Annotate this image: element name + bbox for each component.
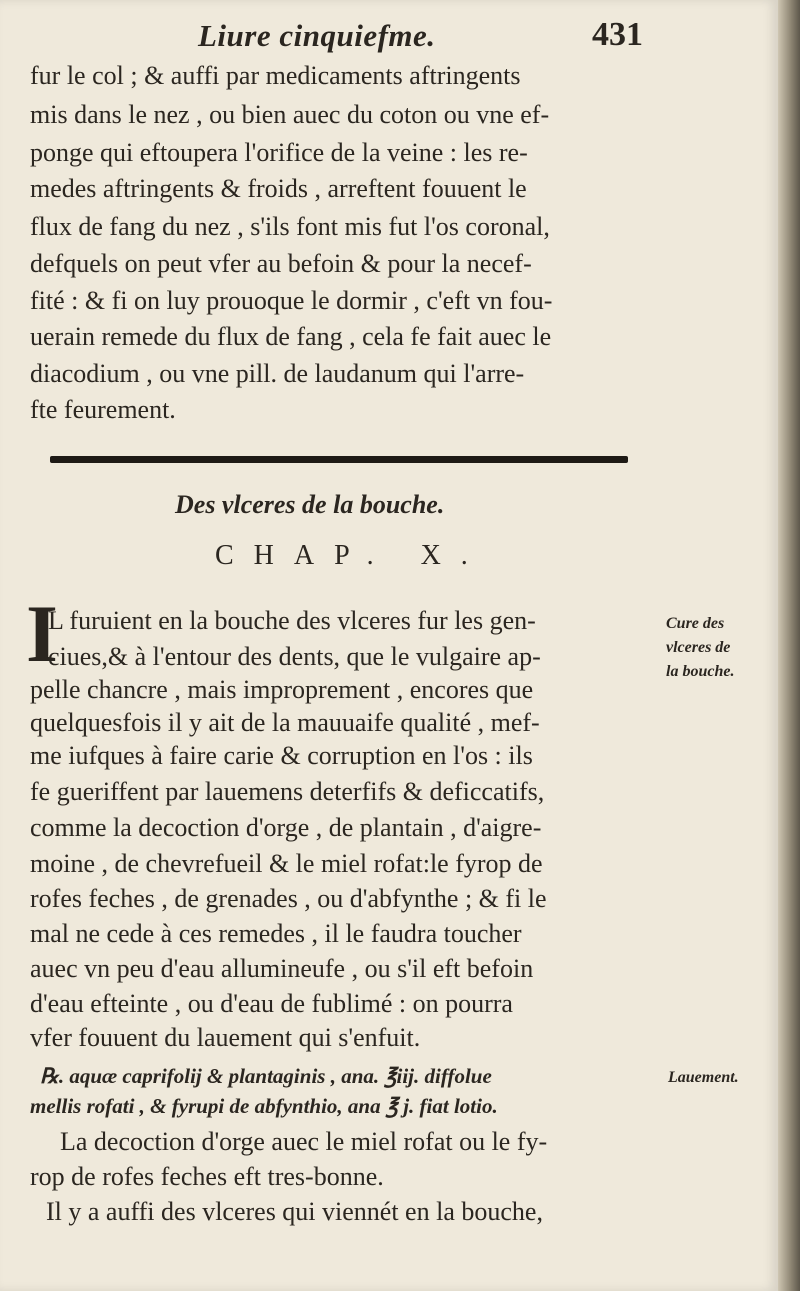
text-line: La decoction d'orge auec le miel rofat ou le fy- [60,1127,548,1156]
text-line: moine , de chevrefueil & le miel rofat:le fyrop de [30,849,543,878]
text-line: vfer fouuent du lauement qui s'enfuit. [30,1023,421,1052]
text-line: comme la decoction d'orge , de plantain , d'aigre- [30,813,542,842]
text-line: defquels on peut vfer au befoin & pour la necef- [30,249,532,278]
recipe-line: ℞. aquæ caprifolij & plantaginis , ana. ℥iij. diffolue [40,1064,492,1088]
drop-cap: I [26,588,58,679]
book-gutter [778,0,800,1291]
text-line: me iufques à faire carie & corruption en l'os : ils [30,741,533,770]
page-number: 431 [592,16,643,53]
margin-note-line: Cure des [666,615,725,632]
text-line: fe gueriffent par lauemens deterfifs & deficcatifs, [30,777,545,806]
text-line: uerain remede du flux de fang , cela fe fait auec le [30,322,552,351]
margin-note-line: vlceres de [666,639,731,656]
text-line: mis dans le nez , ou bien auec du coton ou vne ef- [30,100,550,129]
text-line: rop de rofes feches eft tres-bonne. [30,1162,384,1191]
text-line: L furuient en la bouche des vlceres fur les gen- [48,606,536,635]
recipe-line: mellis rofati , & fyrupi de abfynthio, ana ℥ j. fiat lotio. [30,1094,498,1118]
text-line: fur le col ; & auffi par medicaments aftringents [30,61,521,90]
text-line: quelquesfois il y ait de la mauuaife qualité , mef- [30,708,540,737]
chapter-number: CHAP. X. [215,540,488,571]
text-line: ciues,& à l'entour des dents, que le vulgaire ap- [48,642,541,671]
margin-note-cure [666,612,776,684]
text-line: mal ne cede à ces remedes , il le faudra toucher [30,919,522,948]
margin-note-lotion: Lauement. [668,1069,739,1086]
text-line: pelle chancre , mais improprement , encores que [30,675,534,704]
running-title: Liure cinquiefme. [198,18,436,53]
text-line: d'eau efteinte , ou d'eau de fublimé : on pourra [30,989,513,1018]
text-line: medes aftringents & froids , arreftent fouuent le [30,174,527,203]
text-line: auec vn peu d'eau allumineufe , ou s'il eft befoin [30,954,534,983]
page-header [0,14,778,64]
text-line: rofes feches , de grenades , ou d'abfynthe ; & fi le [30,884,547,913]
text-line: flux de fang du nez , s'ils font mis fut l'os coronal, [30,212,550,241]
text-line: fité : & fi on luy prouoque le dormir , c'eft vn fou- [30,286,553,315]
text-line: diacodium , ou vne pill. de laudanum qui l'arre- [30,359,525,388]
text-line: Il y a auffi des vlceres qui viennét en la bouche, [46,1197,543,1226]
text-line: ponge qui eftoupera l'orifice de la veine : les re- [30,138,528,167]
chapter-heading: Des vlceres de la bouche. [175,490,445,519]
section-divider [50,456,628,463]
margin-note-line: la bouche. [666,663,735,680]
text-line: fte feurement. [30,395,176,424]
